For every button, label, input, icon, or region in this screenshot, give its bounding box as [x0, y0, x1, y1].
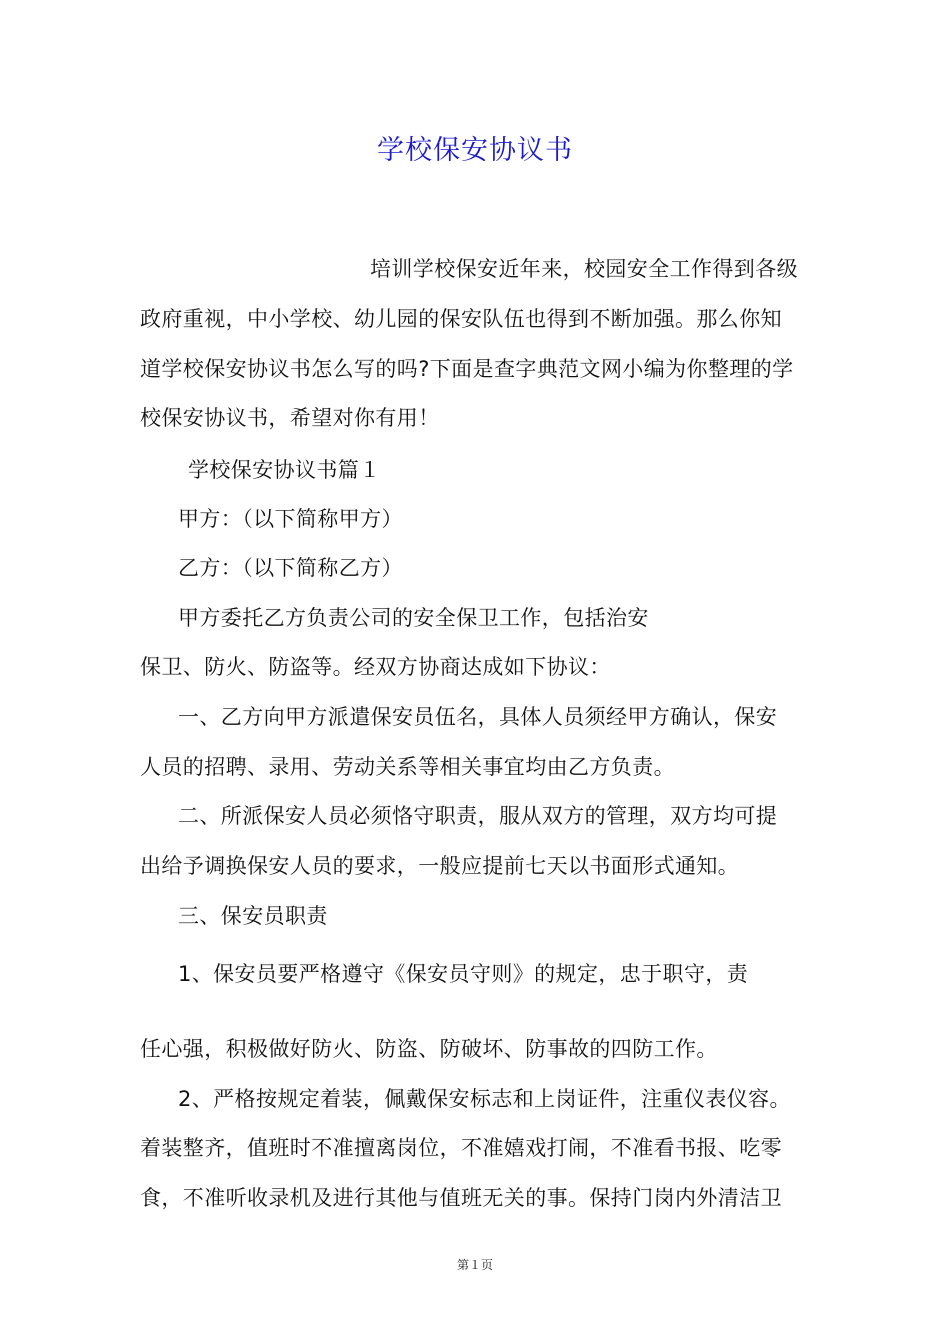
clause-2-line: 二、所派保安人员必须恪守职责，服从双方的管理，双方均可提	[178, 804, 778, 828]
body-line: 甲方委托乙方负责公司的安全保卫工作，包括治安	[178, 606, 649, 630]
duty-1-line: 任心强，积极做好防火、防盗、防破坏、防事故的四防工作。	[140, 1037, 718, 1061]
intro-line-3: 道学校保安协议书怎么写的吗?下面是查字典范文网小编为你整理的学	[140, 357, 794, 381]
intro-line-4: 校保安协议书，希望对你有用！	[140, 406, 440, 430]
duty-1-line: 1、保安员要严格遵守《保安员守则》的规定，忠于职守，责	[178, 962, 749, 986]
duty-2-line: 2、严格按规定着装，佩戴保安标志和上岗证件，注重仪表仪容。	[178, 1087, 791, 1111]
clause-1-line: 一、乙方向甲方派遣保安员伍名，具体人员须经甲方确认，保安	[178, 705, 778, 729]
clause-1-line: 人员的招聘、录用、劳动关系等相关事宜均由乙方负责。	[140, 755, 675, 779]
document-title: 学校保安协议书	[377, 135, 573, 166]
clause-2-line: 出给予调换保安人员的要求，一般应提前七天以书面形式通知。	[140, 854, 740, 878]
duty-2-line: 着装整齐，值班时不准擅离岗位，不准嬉戏打闹，不准看书报、吃零	[140, 1136, 782, 1160]
intro-line-2: 政府重视，中小学校、幼儿园的保安队伍也得到不断加强。那么你知	[140, 307, 782, 331]
party-a-line: 甲方：（以下简称甲方）	[178, 507, 403, 531]
page-number: 第１页	[456, 1258, 493, 1272]
clause-3-heading: 三、保安员职责	[178, 904, 328, 928]
party-b-line: 乙方：（以下简称乙方）	[178, 556, 403, 580]
body-line: 保卫、防火、防盗等。经双方协商达成如下协议：	[140, 655, 611, 679]
duty-2-line: 食，不准听收录机及进行其他与值班无关的事。保持门岗内外清洁卫	[140, 1186, 782, 1210]
section-heading: 学校保安协议书篇１	[188, 458, 381, 482]
intro-line-1: 培训学校保安近年来，校园安全工作得到各级	[370, 257, 798, 281]
